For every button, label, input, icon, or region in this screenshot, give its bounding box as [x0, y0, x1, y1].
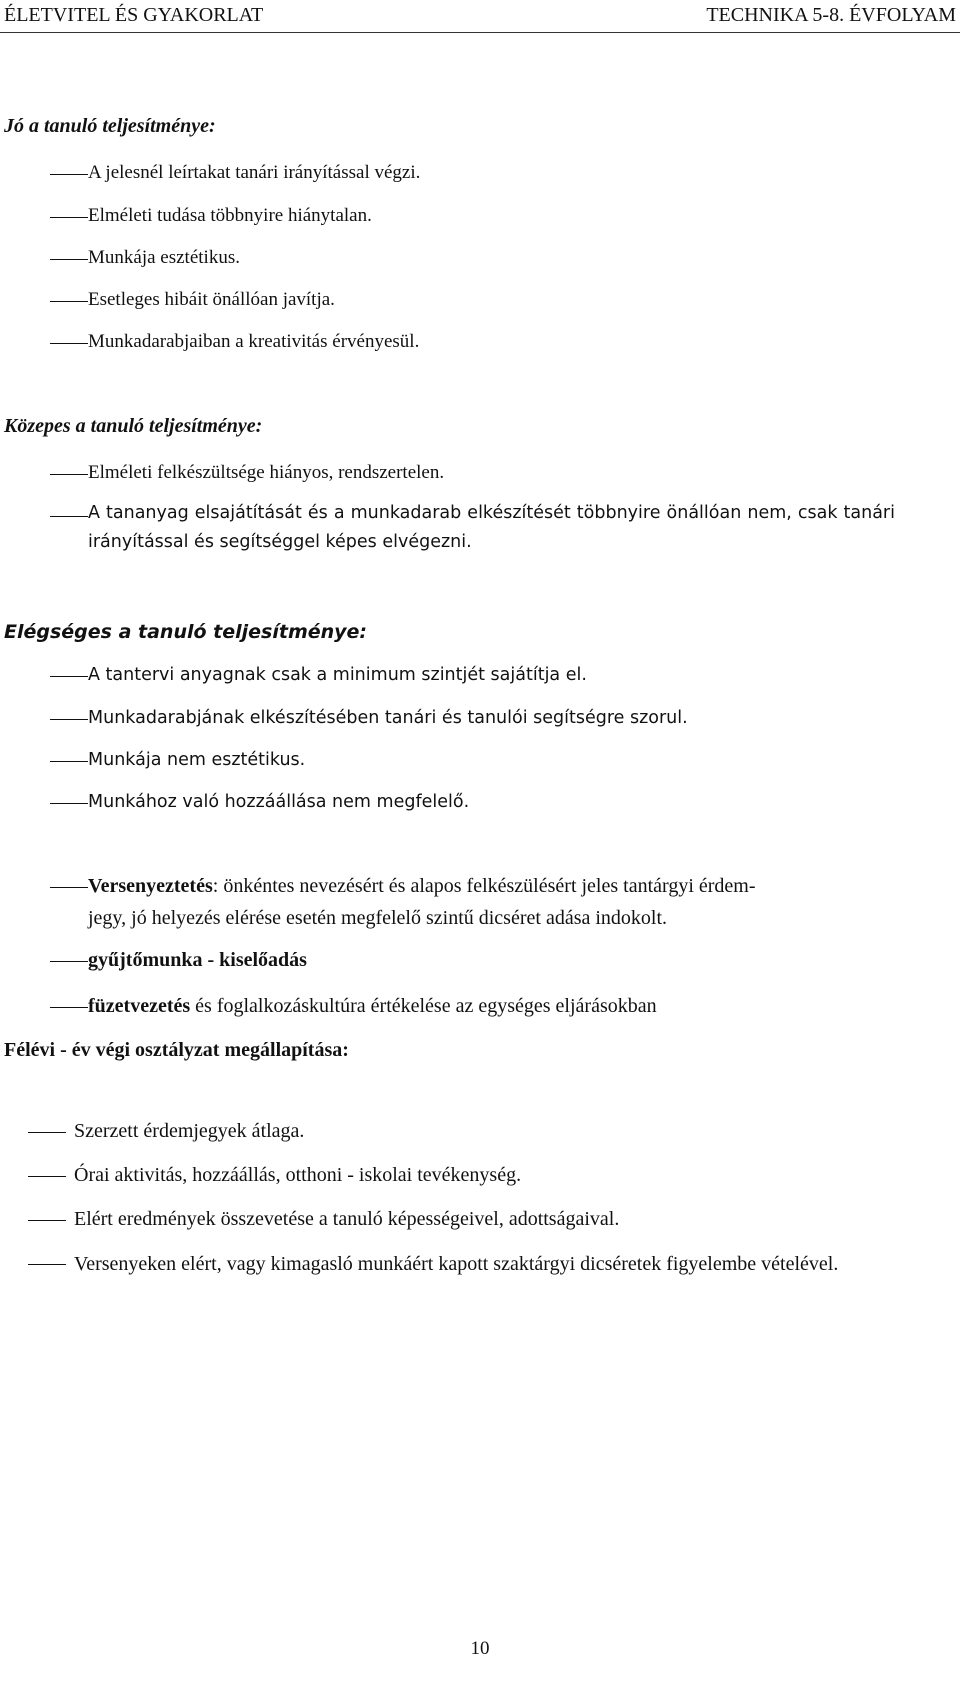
fuzetvezetes-rest: és foglalkozáskultúra értékelése az egységes eljárásokban	[190, 995, 657, 1017]
list-item: Munkadarabjaiban a kreativitás érvényesül.	[88, 331, 420, 352]
list-item: Munkadarabjának elkészítésében tanári és tanulói segítségre szorul.	[88, 708, 688, 728]
section-title-jo: Jó a tanuló teljesítménye:	[4, 115, 216, 137]
page-header	[0, 0, 960, 30]
list-item: Szerzett érdemjegyek átlaga.	[74, 1120, 305, 1142]
dash-bullet	[50, 474, 88, 475]
dash-bullet	[28, 1132, 66, 1133]
header-right-title: TECHNIKA 5-8. ÉVFOLYAM	[706, 4, 956, 26]
list-item: Órai aktivitás, hozzáállás, otthoni - iskolai tevékenység.	[74, 1164, 522, 1186]
list-item: Elméleti felkészültsége hiányos, rendszertelen.	[88, 462, 445, 483]
versenyeztetes-rest: : önkéntes nevezésért és alapos felkészülésért jeles tantárgyi érdem-	[212, 875, 756, 897]
dash-bullet	[50, 803, 88, 804]
dash-bullet	[50, 259, 88, 260]
versenyeztetes-line-2: jegy, jó helyezés elérése esetén megfelelő szintű dicséret adása indokolt.	[88, 907, 668, 929]
dash-bullet	[50, 719, 88, 720]
section-title-felevi: Félévi - év végi osztályzat megállapítása:	[4, 1039, 349, 1061]
list-item-wrapped: Versenyeken elért, vagy kimagasló munkáért kapott szaktárgyi dicséretek figyelembe vételével.	[74, 1253, 839, 1275]
list-item: Esetleges hibáit önállóan javítja.	[88, 289, 335, 310]
dash-bullet	[28, 1220, 66, 1221]
list-item: Munkája esztétikus.	[88, 247, 240, 268]
header-divider	[0, 32, 960, 33]
section-title-kozepes: Közepes a tanuló teljesítménye:	[4, 415, 263, 437]
list-item-text: A tananyag elsajátítását és a munkadarab elkészítését többnyire önállóan nem, csak tanári irányítással és segítséggel képes elvégezni.	[88, 503, 895, 552]
fuzetvezetes-bold: füzetvezetés	[88, 995, 191, 1017]
list-item: Elért eredmények összevetése a tanuló képességeivel, adottságaival.	[74, 1208, 620, 1230]
dash-bullet	[50, 676, 88, 677]
gyujtomunka-item: gyűjtőmunka - kiselőadás	[88, 949, 307, 971]
dash-bullet	[50, 343, 88, 344]
dash-bullet	[50, 174, 88, 175]
header-left-title: ÉLETVITEL ÉS GYAKORLAT	[4, 4, 264, 26]
dash-bullet	[50, 1007, 88, 1008]
list-item: A jelesnél leírtakat tanári irányítással végzi.	[88, 162, 421, 183]
list-item: Munkához való hozzáállása nem megfelelő.	[88, 792, 470, 812]
list-item: Munkája nem esztétikus.	[88, 750, 306, 770]
dash-bullet	[28, 1176, 66, 1177]
dash-bullet	[50, 887, 88, 888]
dash-bullet	[50, 301, 88, 302]
list-item: A tantervi anyagnak csak a minimum szintjét sajátítja el.	[88, 665, 587, 685]
versenyeztetes-line-1	[88, 872, 756, 900]
dash-bullet	[50, 961, 88, 962]
list-item: Elméleti tudása többnyire hiánytalan.	[88, 205, 372, 226]
versenyeztetes-bold: Versenyeztetés	[88, 875, 213, 897]
fuzetvezetes-item	[88, 992, 657, 1020]
page-number: 10	[470, 1638, 490, 1659]
dash-bullet	[50, 217, 88, 218]
list-item-wrapped	[88, 499, 895, 557]
dash-bullet	[50, 516, 88, 517]
section-title-elegseges: Elégséges a tanuló teljesítménye:	[4, 621, 368, 643]
dash-bullet	[50, 761, 88, 762]
